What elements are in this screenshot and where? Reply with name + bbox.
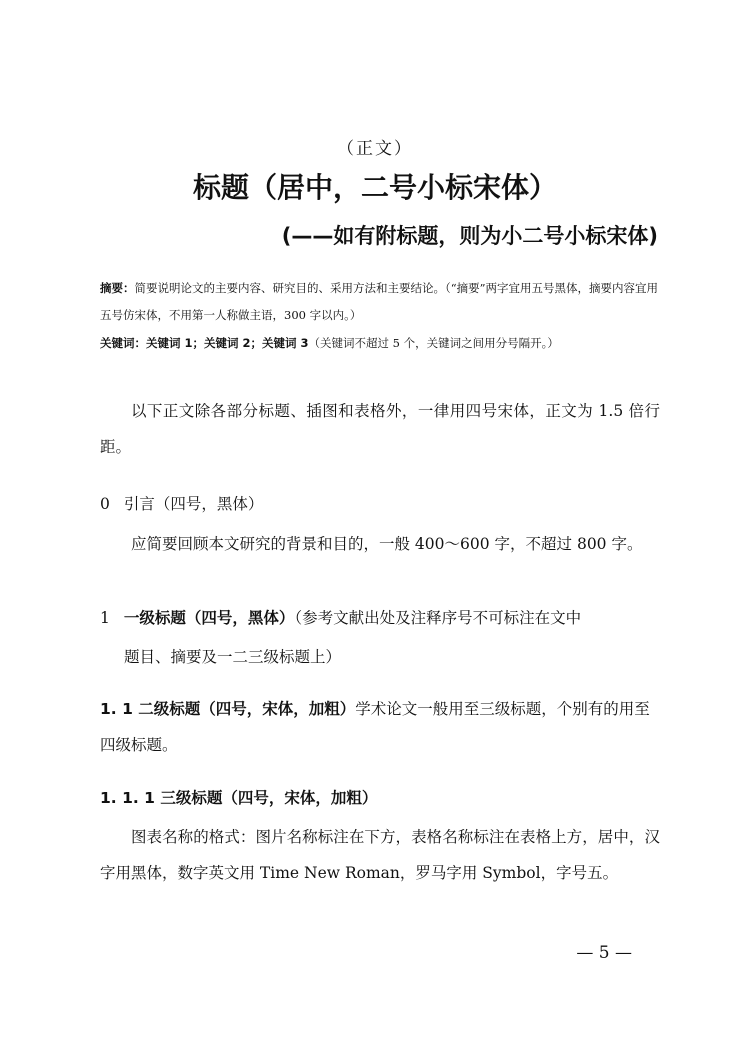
document-subtitle: (——如有附标题，则为小二号小标宋体) <box>281 224 658 248</box>
intro-paragraph: 以下正文除各部分标题、插图和表格外，一律用四号宋体，正文为 1.5 倍行距。 <box>100 402 660 456</box>
abstract-text: 简要说明论文的主要内容、研究目的、采用方法和主要结论。（“摘要”两字宜用五号黑体，摘要内容宜用五号仿宋体，不用第一人称做主语，300 字以内。） <box>100 281 659 322</box>
section-1-1-1-heading: 1. 1. 1 三级标题（四号，宋体，加粗） <box>100 789 378 807</box>
section-0-number: 0 <box>100 495 110 513</box>
section-1-1-1-body: 图表名称的格式：图片名称标注在下方，表格名称标注在表格上方，居中，汉字用黑体，数字英文用 Time New Roman，罗马字用 Symbol，字号五。 <box>100 828 660 882</box>
keywords-label: 关键词： <box>100 336 146 350</box>
abstract <box>100 275 660 329</box>
section-1-1-heading: 1. 1 二级标题（四号，宋体，加粗） <box>100 700 356 718</box>
section-1-note-continued: 题目、摘要及一二三级标题上） <box>124 648 342 666</box>
section-0-body: 应简要回顾本文研究的背景和目的，一般 400～600 字，不超过 800 字。 <box>131 535 643 553</box>
section-1-1 <box>100 691 660 763</box>
section-0-heading <box>100 492 263 514</box>
section-1-heading <box>100 606 581 628</box>
keywords-note: （关键词不超过 5 个，关键词之间用分号隔开。） <box>308 336 559 350</box>
section-1-note: （参考文献出处及注释序号不可标注在文中 <box>294 609 582 627</box>
document-kind-label: （正文） <box>337 139 413 159</box>
section-0-title: 引言（四号，黑体） <box>123 495 264 513</box>
abstract-label: 摘要： <box>100 281 135 295</box>
keywords <box>100 335 660 351</box>
keywords-items: 关键词 1；关键词 2；关键词 3 <box>146 336 309 350</box>
section-1-title: 一级标题（四号，黑体） <box>123 609 295 627</box>
section-1-number: 1 <box>100 609 110 627</box>
document-title: 标题（居中，二号小标宋体） <box>192 171 557 204</box>
page-number: — 5 — <box>576 943 632 963</box>
section-1-1-body: 学术论文一般用至三级标题，个别有的用至四级标题。 <box>100 700 650 754</box>
